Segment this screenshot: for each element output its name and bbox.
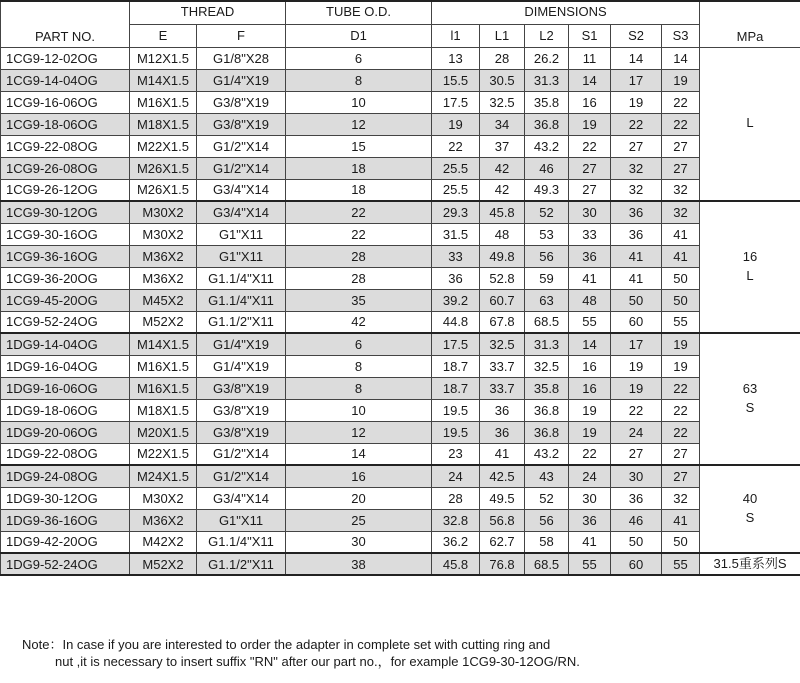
tube-d1-cell: 15 <box>286 135 432 157</box>
dim-s1-cell: 11 <box>569 47 611 69</box>
dim-L2-cell: 26.2 <box>525 47 569 69</box>
mpa-group-cell <box>700 201 800 333</box>
col-L2-header: L2 <box>525 24 569 47</box>
tube-d1-cell: 28 <box>286 267 432 289</box>
part-no-cell: 1CG9-22-08OG <box>1 135 130 157</box>
thread-e-cell: M16X1.5 <box>130 377 197 399</box>
thread-e-cell: M20X1.5 <box>130 421 197 443</box>
dim-l1-cell: 45.8 <box>432 553 480 575</box>
mpa-series: S <box>745 400 755 415</box>
dim-l1-cell: 39.2 <box>432 289 480 311</box>
dim-s3-cell: 27 <box>662 465 700 487</box>
col-f-header: F <box>197 24 286 47</box>
dim-L1-cell: 42.5 <box>480 465 525 487</box>
thread-f-cell: G1.1/4"X11 <box>197 289 286 311</box>
table-row <box>1 113 800 135</box>
dim-s3-cell: 50 <box>662 289 700 311</box>
dim-s2-cell: 50 <box>611 289 662 311</box>
tube-d1-cell: 38 <box>286 553 432 575</box>
col-s3-header: S3 <box>662 24 700 47</box>
table-row <box>1 157 800 179</box>
dim-l1-cell: 36.2 <box>432 531 480 553</box>
dim-s3-cell: 14 <box>662 47 700 69</box>
thread-e-cell: M36X2 <box>130 245 197 267</box>
dim-l1-cell: 31.5 <box>432 223 480 245</box>
col-l1-small-header: l1 <box>432 24 480 47</box>
table-row <box>1 487 800 509</box>
thread-e-cell: M52X2 <box>130 553 197 575</box>
dim-L1-cell: 36 <box>480 421 525 443</box>
dim-L1-cell: 48 <box>480 223 525 245</box>
table-row <box>1 311 800 333</box>
dim-l1-cell: 33 <box>432 245 480 267</box>
thread-e-cell: M16X1.5 <box>130 355 197 377</box>
dim-L2-cell: 43.2 <box>525 443 569 465</box>
dim-s3-cell: 27 <box>662 157 700 179</box>
thread-e-cell: M12X1.5 <box>130 47 197 69</box>
mpa-value: 63 <box>742 381 758 397</box>
table-row <box>1 69 800 91</box>
dim-s3-cell: 22 <box>662 113 700 135</box>
thread-f-cell: G3/4"X14 <box>197 487 286 509</box>
dim-L2-cell: 63 <box>525 289 569 311</box>
thread-f-cell: G1"X11 <box>197 223 286 245</box>
dim-l1-cell: 15.5 <box>432 69 480 91</box>
dim-L1-cell: 62.7 <box>480 531 525 553</box>
tube-d1-cell: 30 <box>286 531 432 553</box>
dim-L2-cell: 56 <box>525 245 569 267</box>
mpa-header: MPa <box>700 1 800 47</box>
dim-l1-cell: 25.5 <box>432 157 480 179</box>
dim-s1-cell: 19 <box>569 399 611 421</box>
tube-d1-cell: 8 <box>286 69 432 91</box>
table-row <box>1 267 800 289</box>
dim-s2-cell: 27 <box>611 135 662 157</box>
part-no-cell: 1DG9-14-04OG <box>1 333 130 355</box>
dim-s2-cell: 36 <box>611 487 662 509</box>
dim-s3-cell: 50 <box>662 267 700 289</box>
dim-l1-cell: 17.5 <box>432 333 480 355</box>
table-row <box>1 553 800 575</box>
dim-s3-cell: 55 <box>662 553 700 575</box>
dim-s2-cell: 22 <box>611 113 662 135</box>
part-no-cell: 1DG9-22-08OG <box>1 443 130 465</box>
dim-L2-cell: 56 <box>525 509 569 531</box>
thread-e-cell: M30X2 <box>130 487 197 509</box>
part-no-cell: 1DG9-20-06OG <box>1 421 130 443</box>
dim-s3-cell: 22 <box>662 399 700 421</box>
dim-s2-cell: 17 <box>611 333 662 355</box>
tube-d1-cell: 18 <box>286 179 432 201</box>
dim-s3-cell: 22 <box>662 91 700 113</box>
dim-s2-cell: 50 <box>611 531 662 553</box>
note-prefix: Note： <box>22 637 63 652</box>
dim-s1-cell: 41 <box>569 267 611 289</box>
dim-L2-cell: 36.8 <box>525 421 569 443</box>
dim-s2-cell: 60 <box>611 311 662 333</box>
thread-f-cell: G3/4"X14 <box>197 179 286 201</box>
part-no-header: PART NO. <box>1 1 130 47</box>
dim-L1-cell: 67.8 <box>480 311 525 333</box>
thread-f-cell: G1/4"X19 <box>197 355 286 377</box>
dim-s3-cell: 27 <box>662 135 700 157</box>
dim-s1-cell: 16 <box>569 91 611 113</box>
dim-l1-cell: 19.5 <box>432 399 480 421</box>
thread-f-cell: G3/4"X14 <box>197 201 286 223</box>
table-row <box>1 135 800 157</box>
mpa-value: 31.5重系列S <box>713 555 787 571</box>
tube-d1-cell: 12 <box>286 113 432 135</box>
thread-f-cell: G1"X11 <box>197 509 286 531</box>
part-no-cell: 1DG9-42-20OG <box>1 531 130 553</box>
thread-f-cell: G3/8"X19 <box>197 377 286 399</box>
part-no-cell: 1DG9-16-06OG <box>1 377 130 399</box>
dim-L2-cell: 35.8 <box>525 91 569 113</box>
dim-s2-cell: 46 <box>611 509 662 531</box>
dim-l1-cell: 44.8 <box>432 311 480 333</box>
thread-e-cell: M16X1.5 <box>130 91 197 113</box>
thread-e-cell: M30X2 <box>130 223 197 245</box>
dim-L2-cell: 49.3 <box>525 179 569 201</box>
thread-f-cell: G3/8"X19 <box>197 421 286 443</box>
dim-s1-cell: 16 <box>569 355 611 377</box>
thread-e-cell: M52X2 <box>130 311 197 333</box>
dim-L1-cell: 33.7 <box>480 355 525 377</box>
dim-L1-cell: 33.7 <box>480 377 525 399</box>
dim-s2-cell: 41 <box>611 267 662 289</box>
dim-L1-cell: 60.7 <box>480 289 525 311</box>
table-row <box>1 333 800 355</box>
tube-d1-cell: 14 <box>286 443 432 465</box>
note-text-1: In case if you are interested to order the adapter in complete set with cutting ring and <box>62 637 551 652</box>
dim-l1-cell: 18.7 <box>432 355 480 377</box>
dim-s1-cell: 33 <box>569 223 611 245</box>
tube-d1-cell: 6 <box>286 333 432 355</box>
dim-L1-cell: 32.5 <box>480 91 525 113</box>
dim-s1-cell: 16 <box>569 377 611 399</box>
dim-l1-cell: 18.7 <box>432 377 480 399</box>
thread-e-cell: M24X1.5 <box>130 465 197 487</box>
mpa-series: S <box>745 510 755 525</box>
dim-s3-cell: 32 <box>662 487 700 509</box>
dim-s2-cell: 14 <box>611 47 662 69</box>
part-no-cell: 1DG9-18-06OG <box>1 399 130 421</box>
dim-L2-cell: 43.2 <box>525 135 569 157</box>
table-row <box>1 179 800 201</box>
tube-d1-cell: 12 <box>286 421 432 443</box>
note-line-1 <box>22 636 580 653</box>
dim-s1-cell: 36 <box>569 509 611 531</box>
table-row <box>1 421 800 443</box>
dim-s3-cell: 32 <box>662 179 700 201</box>
col-s2-header: S2 <box>611 24 662 47</box>
thread-e-cell: M26X1.5 <box>130 157 197 179</box>
dim-s1-cell: 14 <box>569 69 611 91</box>
thread-f-cell: G1.1/2"X11 <box>197 311 286 333</box>
thread-e-cell: M14X1.5 <box>130 333 197 355</box>
dim-s2-cell: 24 <box>611 421 662 443</box>
dim-L2-cell: 36.8 <box>525 113 569 135</box>
dim-s3-cell: 19 <box>662 333 700 355</box>
tube-d1-cell: 10 <box>286 399 432 421</box>
dim-s2-cell: 19 <box>611 377 662 399</box>
table-row <box>1 223 800 245</box>
thread-e-cell: M22X1.5 <box>130 135 197 157</box>
tube-d1-cell: 28 <box>286 245 432 267</box>
table-row <box>1 465 800 487</box>
dim-s3-cell: 41 <box>662 223 700 245</box>
part-no-cell: 1CG9-16-06OG <box>1 91 130 113</box>
dim-l1-cell: 19 <box>432 113 480 135</box>
dim-L2-cell: 53 <box>525 223 569 245</box>
dim-s1-cell: 48 <box>569 289 611 311</box>
dim-s2-cell: 27 <box>611 443 662 465</box>
dim-s3-cell: 19 <box>662 355 700 377</box>
dim-s1-cell: 14 <box>569 333 611 355</box>
dim-L1-cell: 41 <box>480 443 525 465</box>
dim-s1-cell: 41 <box>569 531 611 553</box>
dim-L2-cell: 59 <box>525 267 569 289</box>
dim-s1-cell: 27 <box>569 157 611 179</box>
thread-e-cell: M36X2 <box>130 267 197 289</box>
dim-L1-cell: 52.8 <box>480 267 525 289</box>
dim-L1-cell: 42 <box>480 157 525 179</box>
dim-L1-cell: 42 <box>480 179 525 201</box>
table-row <box>1 443 800 465</box>
thread-header: THREAD <box>130 1 286 24</box>
dim-L1-cell: 45.8 <box>480 201 525 223</box>
dim-L1-cell: 32.5 <box>480 333 525 355</box>
dimensions-header: DIMENSIONS <box>432 1 700 24</box>
dim-s3-cell: 22 <box>662 377 700 399</box>
table-row <box>1 245 800 267</box>
note <box>22 636 580 670</box>
dim-L2-cell: 46 <box>525 157 569 179</box>
dim-s1-cell: 19 <box>569 421 611 443</box>
thread-f-cell: G1/8"X28 <box>197 47 286 69</box>
part-no-cell: 1CG9-12-02OG <box>1 47 130 69</box>
dim-s3-cell: 41 <box>662 245 700 267</box>
thread-f-cell: G1/2"X14 <box>197 157 286 179</box>
tube-d1-cell: 22 <box>286 201 432 223</box>
table-body <box>1 47 800 575</box>
dim-L2-cell: 31.3 <box>525 69 569 91</box>
part-no-cell: 1CG9-30-12OG <box>1 201 130 223</box>
tube-d1-cell: 8 <box>286 355 432 377</box>
dim-L2-cell: 31.3 <box>525 333 569 355</box>
table-row <box>1 91 800 113</box>
tube-d1-cell: 16 <box>286 465 432 487</box>
dim-l1-cell: 29.3 <box>432 201 480 223</box>
tube-d1-cell: 8 <box>286 377 432 399</box>
part-no-cell: 1CG9-18-06OG <box>1 113 130 135</box>
table-row <box>1 47 800 69</box>
mpa-group-cell <box>700 333 800 465</box>
dim-l1-cell: 32.8 <box>432 509 480 531</box>
part-no-cell: 1CG9-36-20OG <box>1 267 130 289</box>
col-L1-header: L1 <box>480 24 525 47</box>
part-no-cell: 1CG9-36-16OG <box>1 245 130 267</box>
tube-od-header: TUBE O.D. <box>286 1 432 24</box>
dim-L2-cell: 68.5 <box>525 553 569 575</box>
dim-s2-cell: 19 <box>611 91 662 113</box>
dim-L1-cell: 37 <box>480 135 525 157</box>
tube-d1-cell: 35 <box>286 289 432 311</box>
thread-f-cell: G1.1/4"X11 <box>197 267 286 289</box>
dim-l1-cell: 19.5 <box>432 421 480 443</box>
dim-l1-cell: 28 <box>432 487 480 509</box>
dim-l1-cell: 13 <box>432 47 480 69</box>
dim-s1-cell: 22 <box>569 135 611 157</box>
dim-l1-cell: 17.5 <box>432 91 480 113</box>
dim-s3-cell: 32 <box>662 201 700 223</box>
part-no-cell: 1DG9-36-16OG <box>1 509 130 531</box>
mpa-series: L <box>746 268 754 283</box>
table-row <box>1 509 800 531</box>
dim-s2-cell: 30 <box>611 465 662 487</box>
dim-s1-cell: 24 <box>569 465 611 487</box>
dim-s3-cell: 50 <box>662 531 700 553</box>
mpa-value: 16 <box>742 249 758 265</box>
dim-s1-cell: 36 <box>569 245 611 267</box>
part-no-cell: 1DG9-52-24OG <box>1 553 130 575</box>
dim-L1-cell: 34 <box>480 113 525 135</box>
tube-d1-cell: 42 <box>286 311 432 333</box>
col-s1-header: S1 <box>569 24 611 47</box>
part-no-cell: 1DG9-16-04OG <box>1 355 130 377</box>
tube-d1-cell: 10 <box>286 91 432 113</box>
thread-e-cell: M26X1.5 <box>130 179 197 201</box>
dim-s3-cell: 19 <box>662 69 700 91</box>
part-no-cell: 1DG9-30-12OG <box>1 487 130 509</box>
dim-l1-cell: 24 <box>432 465 480 487</box>
dim-L1-cell: 76.8 <box>480 553 525 575</box>
dim-s2-cell: 36 <box>611 223 662 245</box>
dim-l1-cell: 25.5 <box>432 179 480 201</box>
part-no-cell: 1CG9-26-08OG <box>1 157 130 179</box>
part-no-cell: 1CG9-30-16OG <box>1 223 130 245</box>
tube-d1-cell: 18 <box>286 157 432 179</box>
dim-s3-cell: 41 <box>662 509 700 531</box>
note-line-2: nut ,it is necessary to insert suffix "RN" after our part no.，for example 1CG9-30-12OG/RN. <box>55 654 580 669</box>
thread-e-cell: M18X1.5 <box>130 399 197 421</box>
dim-s1-cell: 30 <box>569 487 611 509</box>
dim-L1-cell: 49.5 <box>480 487 525 509</box>
dim-L2-cell: 52 <box>525 201 569 223</box>
thread-f-cell: G1"X11 <box>197 245 286 267</box>
thread-e-cell: M22X1.5 <box>130 443 197 465</box>
dim-L1-cell: 28 <box>480 47 525 69</box>
thread-e-cell: M14X1.5 <box>130 69 197 91</box>
tube-d1-cell: 6 <box>286 47 432 69</box>
col-e-header: E <box>130 24 197 47</box>
table-row <box>1 289 800 311</box>
dim-L1-cell: 49.8 <box>480 245 525 267</box>
thread-e-cell: M36X2 <box>130 509 197 531</box>
dim-L1-cell: 30.5 <box>480 69 525 91</box>
dim-s2-cell: 32 <box>611 157 662 179</box>
dim-s2-cell: 19 <box>611 355 662 377</box>
dim-s3-cell: 22 <box>662 421 700 443</box>
dim-s2-cell: 17 <box>611 69 662 91</box>
thread-f-cell: G1/2"X14 <box>197 135 286 157</box>
thread-f-cell: G1/4"X19 <box>197 69 286 91</box>
dim-s1-cell: 19 <box>569 113 611 135</box>
dim-L1-cell: 36 <box>480 399 525 421</box>
table-row <box>1 399 800 421</box>
part-no-cell: 1DG9-24-08OG <box>1 465 130 487</box>
mpa-value: L <box>746 115 754 131</box>
table-row <box>1 201 800 223</box>
dim-L2-cell: 35.8 <box>525 377 569 399</box>
thread-f-cell: G3/8"X19 <box>197 91 286 113</box>
dim-L2-cell: 32.5 <box>525 355 569 377</box>
table-row <box>1 355 800 377</box>
dim-s1-cell: 27 <box>569 179 611 201</box>
part-no-cell: 1CG9-14-04OG <box>1 69 130 91</box>
thread-f-cell: G1/2"X14 <box>197 443 286 465</box>
dim-s2-cell: 22 <box>611 399 662 421</box>
part-no-cell: 1CG9-45-20OG <box>1 289 130 311</box>
dim-s2-cell: 36 <box>611 201 662 223</box>
dim-s1-cell: 22 <box>569 443 611 465</box>
dim-s2-cell: 32 <box>611 179 662 201</box>
dim-l1-cell: 23 <box>432 443 480 465</box>
tube-d1-cell: 22 <box>286 223 432 245</box>
dim-s2-cell: 60 <box>611 553 662 575</box>
thread-e-cell: M30X2 <box>130 201 197 223</box>
dim-L1-cell: 56.8 <box>480 509 525 531</box>
dim-s1-cell: 30 <box>569 201 611 223</box>
dim-l1-cell: 36 <box>432 267 480 289</box>
thread-f-cell: G3/8"X19 <box>197 113 286 135</box>
mpa-group-cell <box>700 553 800 575</box>
thread-e-cell: M18X1.5 <box>130 113 197 135</box>
dim-s1-cell: 55 <box>569 553 611 575</box>
thread-f-cell: G1.1/2"X11 <box>197 553 286 575</box>
dim-s3-cell: 27 <box>662 443 700 465</box>
dim-l1-cell: 22 <box>432 135 480 157</box>
thread-f-cell: G1/2"X14 <box>197 465 286 487</box>
col-d1-header: D1 <box>286 24 432 47</box>
thread-f-cell: G3/8"X19 <box>197 399 286 421</box>
thread-f-cell: G1/4"X19 <box>197 333 286 355</box>
thread-e-cell: M42X2 <box>130 531 197 553</box>
tube-d1-cell: 25 <box>286 509 432 531</box>
dim-L2-cell: 68.5 <box>525 311 569 333</box>
part-no-cell: 1CG9-26-12OG <box>1 179 130 201</box>
tube-d1-cell: 20 <box>286 487 432 509</box>
dim-L2-cell: 43 <box>525 465 569 487</box>
dim-s1-cell: 55 <box>569 311 611 333</box>
table-row <box>1 531 800 553</box>
mpa-group-cell <box>700 47 800 201</box>
dim-s2-cell: 41 <box>611 245 662 267</box>
dim-s3-cell: 55 <box>662 311 700 333</box>
part-no-cell: 1CG9-52-24OG <box>1 311 130 333</box>
thread-f-cell: G1.1/4"X11 <box>197 531 286 553</box>
dim-L2-cell: 58 <box>525 531 569 553</box>
mpa-value: 40 <box>742 491 758 507</box>
table-row <box>1 377 800 399</box>
dim-L2-cell: 36.8 <box>525 399 569 421</box>
thread-e-cell: M45X2 <box>130 289 197 311</box>
dim-L2-cell: 52 <box>525 487 569 509</box>
mpa-group-cell <box>700 465 800 553</box>
